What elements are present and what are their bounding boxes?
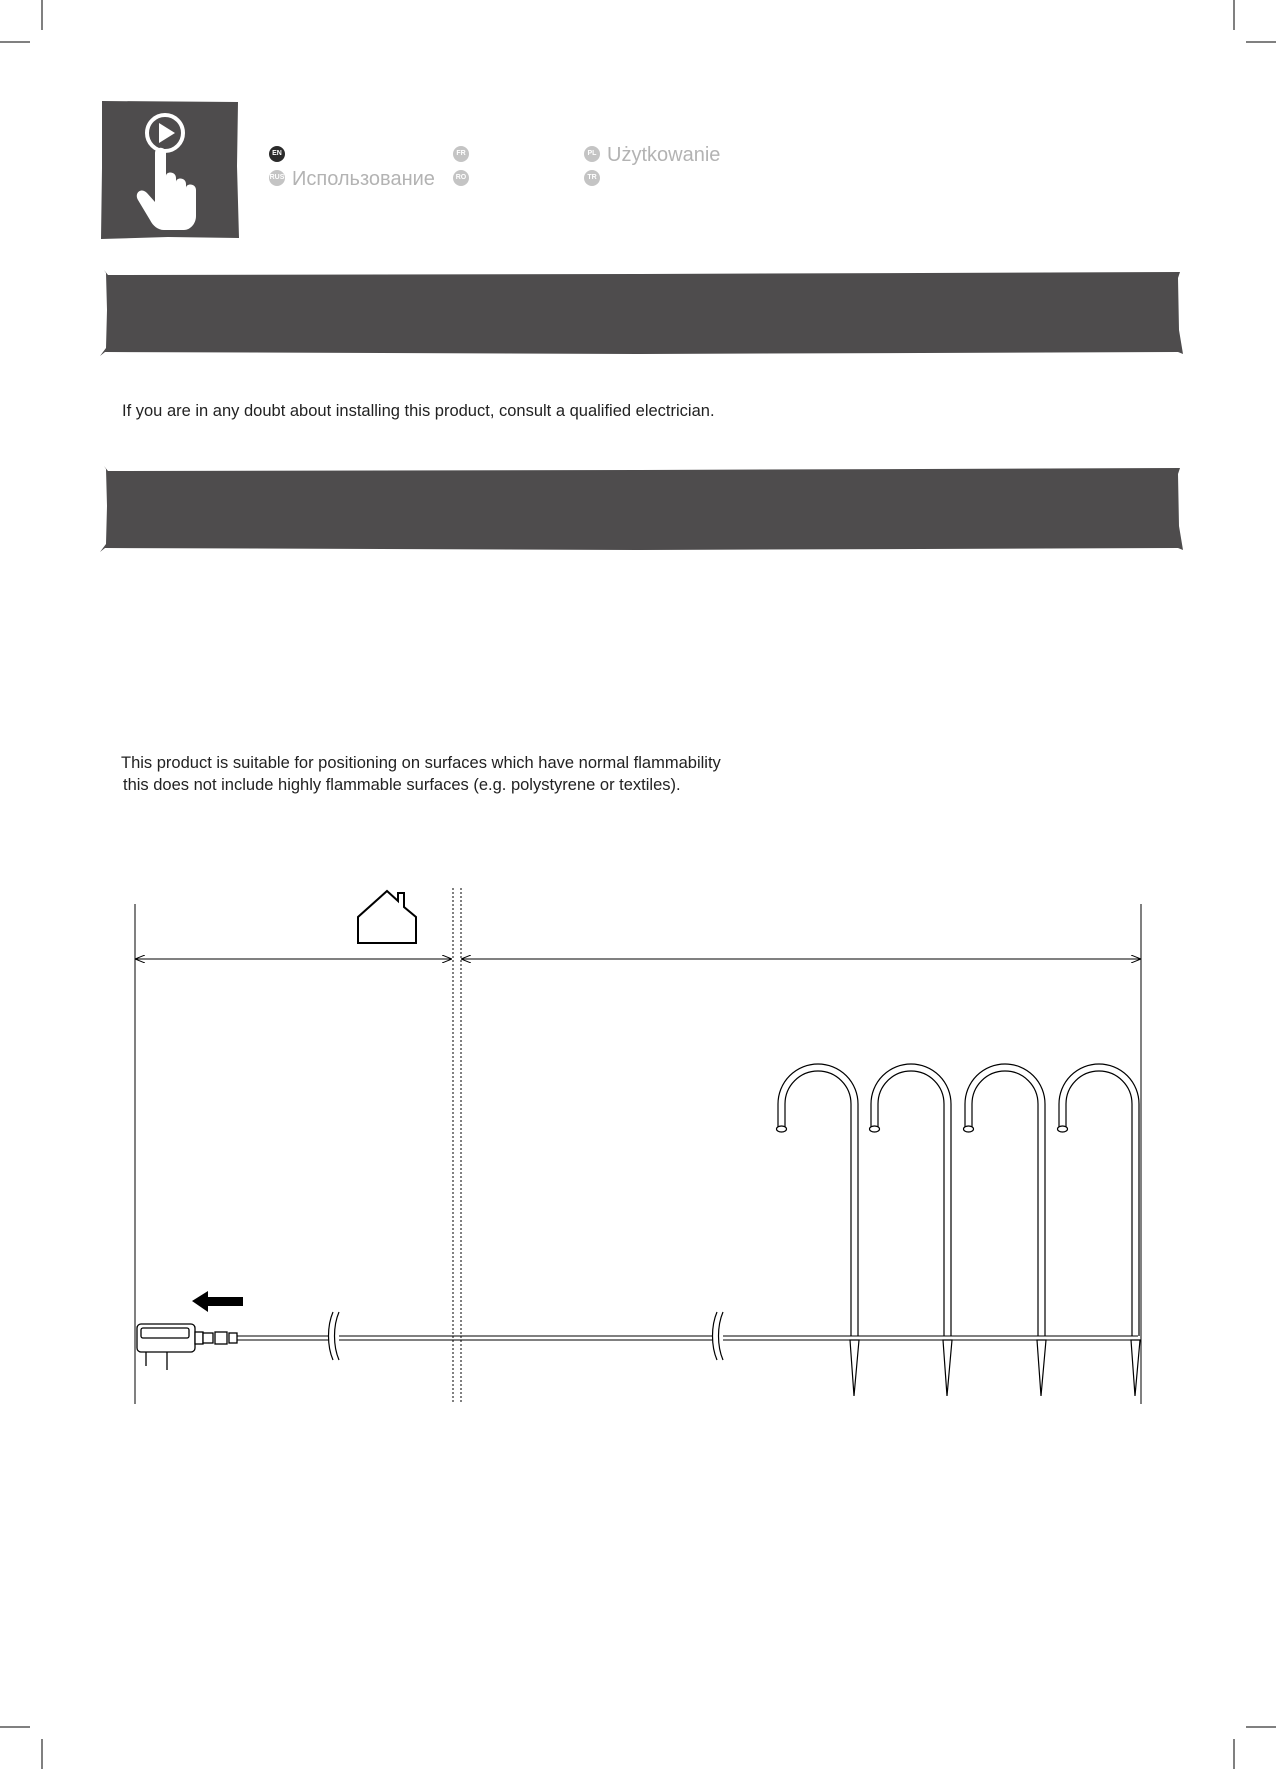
power-adapter-icon xyxy=(137,1324,237,1370)
flammability-line-1: This product is suitable for positioning on surfaces which have normal flammability xyxy=(121,754,721,772)
lang-badge-tr: TR xyxy=(584,170,600,186)
house-icon xyxy=(358,891,416,943)
candy-cane-stake-light-icon xyxy=(870,1064,953,1396)
lang-badge-fr: FR xyxy=(453,146,469,162)
candy-cane-stake-light-icon xyxy=(777,1064,860,1396)
lang-label-pl: Użytkowanie xyxy=(607,144,721,166)
lang-badge-rus: RUS xyxy=(269,170,285,186)
lang-badge-pl: PL xyxy=(584,146,600,162)
lang-badge-en: EN xyxy=(269,146,285,162)
candy-cane-stake-light-icon xyxy=(964,1064,1047,1396)
section-header-bar-2 xyxy=(100,466,1185,552)
wall-divider xyxy=(453,888,461,1404)
installation-diagram xyxy=(0,880,1276,1410)
section-header-bar-1 xyxy=(100,270,1185,356)
electrician-note: If you are in any doubt about installing this product, consult a qualified electrician. xyxy=(122,402,715,420)
flammability-line-2: this does not include highly flammable surfaces (e.g. polystyrene or textiles). xyxy=(123,776,681,794)
cable xyxy=(237,1336,1138,1340)
lang-label-rus: Использование xyxy=(292,168,435,190)
lang-badge-ro: RO xyxy=(453,170,469,186)
usage-icon-block xyxy=(98,98,242,242)
arrow-left-icon xyxy=(192,1291,243,1312)
candy-cane-stake-light-icon xyxy=(1058,1064,1141,1396)
